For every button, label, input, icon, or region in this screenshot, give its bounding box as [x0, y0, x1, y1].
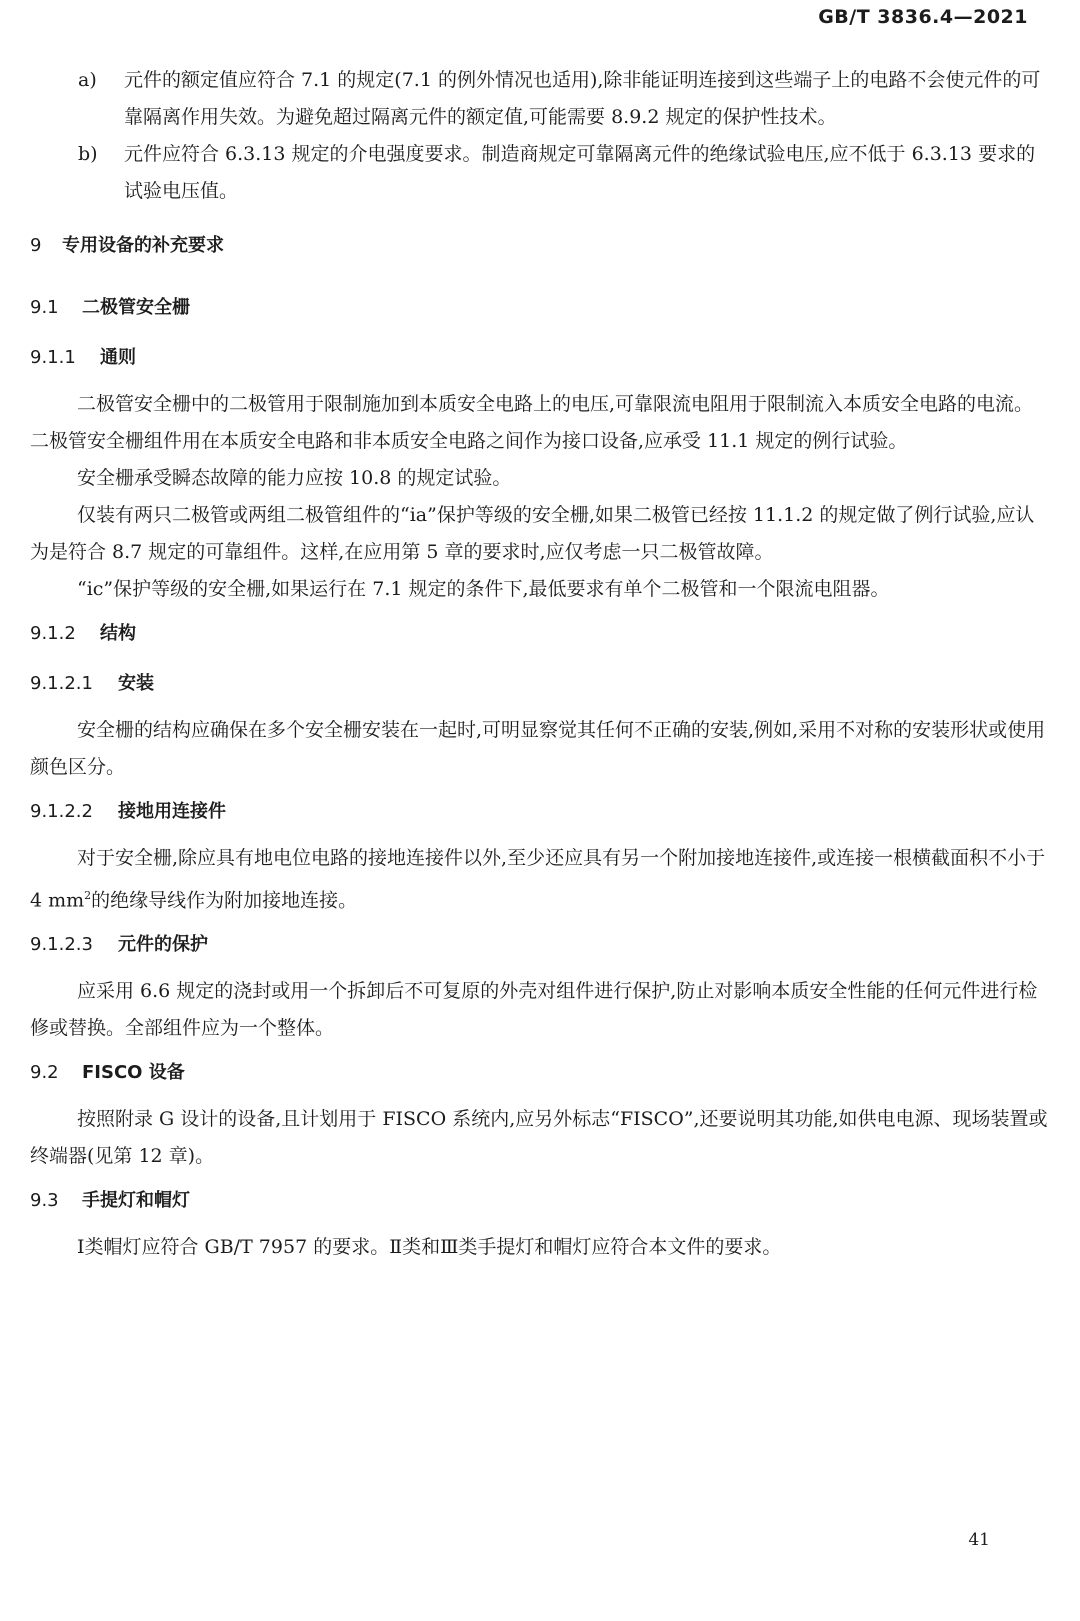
section-heading-9-1-2: 9.1.2 结构: [30, 623, 136, 644]
list-text: 元件的额定值应符合 7.1 的规定(7.1 的例外情况也适用),除非能证明连接到这些端子上的电路不会使元件的可靠隔离作用失效。为避免超过隔离元件的额定值,可能需要 8.9.2 规定的保护性技术。: [124, 69, 1041, 128]
paragraph: 二极管安全栅中的二极管用于限制施加到本质安全电路上的电压,可靠限流电阻用于限制流入本质安全电路的电流。二极管安全栅组件用在本质安全电路和非本质安全电路之间作为接口设备,应承受 11.1 规定的例行试验。: [30, 393, 1034, 452]
section-heading-9-1-2-3: 9.1.2.3 元件的保护: [30, 934, 208, 956]
paragraph: 按照附录 G 设计的设备,且计划用于 FISCO 系统内,应另外标志“FISCO”,还要说明其功能,如供电电源、现场装置或终端器(见第 12 章)。: [30, 1108, 1048, 1168]
paragraph: “ic”保护等级的安全栅,如果运行在 7.1 规定的条件下,最低要求有单个二极管和一个限流电阻器。: [77, 578, 890, 600]
paragraph: 对于安全栅,除应具有地电位电路的接地连接件以外,至少还应具有另一个附加接地连接件,或连接一根横截面积不小于 4 $mm^2$的绝缘导线作为附加接地连接。: [30, 847, 1046, 912]
page-content: [30, 60, 1050, 1266]
standard-code-header: GB/T 3836.4—2021: [818, 6, 1028, 28]
superscript: 2: [84, 889, 92, 902]
section-heading-9-1-1: 9.1.1 通则: [30, 347, 136, 368]
paragraph: 应采用 6.6 规定的浇封或用一个拆卸后不可复原的外壳对组件进行保护,防止对影响本质安全性能的任何元件进行检修或替换。全部组件应为一个整体。: [30, 980, 1038, 1040]
page-number: 41: [968, 1530, 990, 1550]
paragraph: 安全栅承受瞬态故障的能力应按 10.8 的规定试验。: [77, 467, 512, 489]
paragraph: Ⅰ类帽灯应符合 GB/T 7957 的要求。Ⅱ类和Ⅲ类手提灯和帽灯应符合本文件的要求。: [77, 1236, 782, 1259]
section-heading-9-2: 9.2 FISCO 设备: [30, 1062, 185, 1084]
paragraph: 仅装有两只二极管或两组二极管组件的“ia”保护等级的安全栅,如果二极管已经按 11.1.2 的规定做了例行试验,应认为是符合 8.7 规定的可靠组件。这样,在应用第 5 章的要求时,应仅考虑一只二极管故障。: [30, 504, 1035, 563]
section-heading-9-1-2-2: 9.1.2.2 接地用连接件: [30, 801, 226, 822]
list-label: b): [78, 143, 98, 165]
list-text: 元件应符合 6.3.13 规定的介电强度要求。制造商规定可靠隔离元件的绝缘试验电压,应不低于 6.3.13 要求的试验电压值。: [124, 143, 1036, 202]
section-heading-9-1: 9.1 二极管安全栅: [30, 297, 190, 318]
list-item-a: [30, 62, 1050, 136]
list-label: a): [78, 69, 97, 91]
list-item-b: [30, 136, 1050, 210]
section-heading-9-1-2-1: 9.1.2.1 安装: [30, 673, 154, 694]
paragraph: 安全栅的结构应确保在多个安全栅安装在一起时,可明显察觉其任何不正确的安装,例如,采用不对称的安装形状或使用颜色区分。: [30, 719, 1046, 778]
section-heading-9: 9 专用设备的补充要求: [30, 235, 224, 256]
section-heading-9-3: 9.3 手提灯和帽灯: [30, 1190, 190, 1212]
